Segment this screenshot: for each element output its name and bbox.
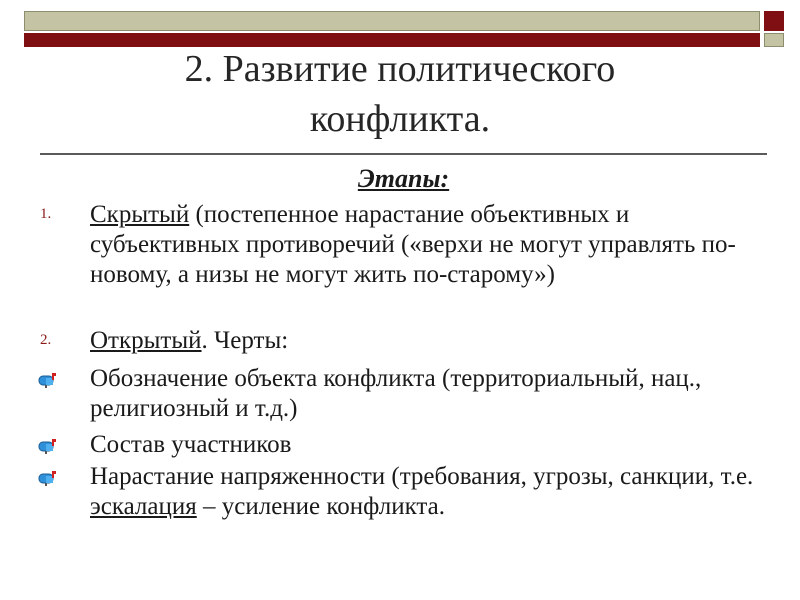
subheading: Этапы: (357, 164, 450, 193)
mailbox-icon (37, 372, 57, 388)
stage-description: (постепенное нарастание объективных и субъективных противоречий («верхи не могут управлять по-новому, а низы не могут жить по-старому») (90, 201, 736, 288)
bullet-text (90, 462, 770, 522)
header-square-gray (764, 33, 784, 47)
bullet-text: Состав участников (90, 431, 292, 458)
mailbox-icon (37, 438, 57, 454)
header-square-red (764, 11, 784, 31)
header-band-gray (24, 11, 760, 31)
title-line-2: конфликта. (309, 98, 491, 140)
stage-name: Скрытый (90, 201, 190, 228)
list-item-text (90, 200, 770, 290)
escalation-term: эскалация (90, 493, 197, 520)
bullet-text-end: – усиление конфликта. (196, 493, 445, 520)
stage-name: Открытый (90, 327, 202, 354)
slide-title (40, 44, 760, 144)
mailbox-icon (37, 470, 57, 486)
list-number: 1. (40, 206, 52, 222)
stage-description: . Черты: (201, 327, 289, 354)
title-line-1: 2. Развитие политического (184, 48, 616, 90)
list-item-text (90, 326, 770, 356)
title-divider (40, 153, 767, 155)
bullet-text-start: Нарастание напряженности (требования, угрозы, санкции, т.е. (90, 463, 754, 490)
list-number: 2. (40, 332, 52, 348)
bullet-text: Обозначение объекта конфликта (территориальный, нац., религиозный и т.д.) (90, 365, 702, 422)
